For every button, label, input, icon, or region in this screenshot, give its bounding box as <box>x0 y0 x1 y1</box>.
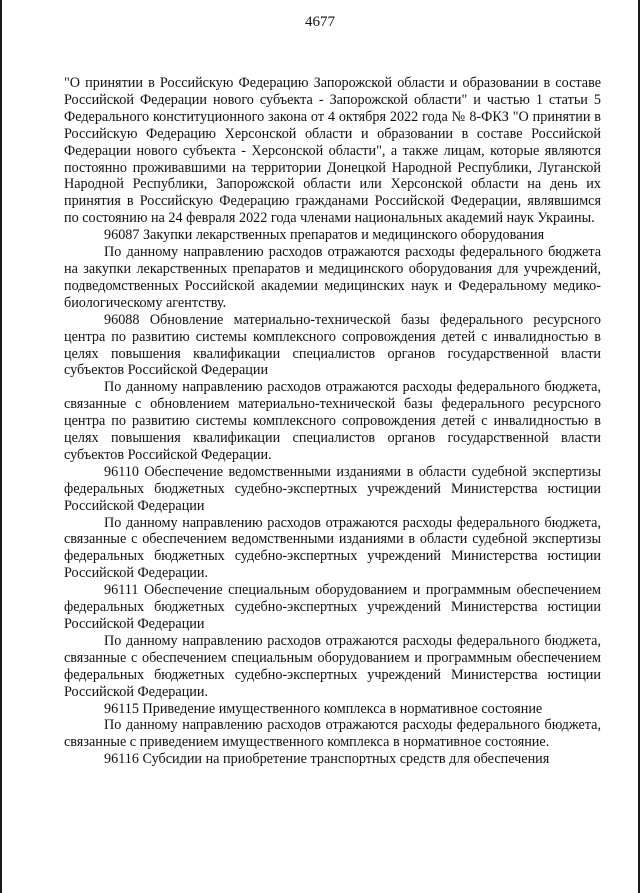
paragraph-96087-description: По данному направлению расходов отражаются расходы федерального бюджета на закупки лекарственных препаратов и медицинского оборудования для учреждений, подведомственных Российской академии медицинских наук и Федеральному медико-биологическому агентству. <box>64 244 601 311</box>
paragraph-96088-description: По данному направлению расходов отражаются расходы федерального бюджета, связанные с обновлением материально-технической базы федерального ресурсного центра по развитию системы комплексного сопровождения детей с инвалидностью в целях повышения квалификации специалистов органов государственной власти субъектов Российской Федерации. <box>64 379 601 463</box>
paragraph-96110-description: По данному направлению расходов отражаются расходы федерального бюджета, связанные с обеспечением ведомственными изданиями в области судебной экспертизы федеральных бюджетных судебно-экспертных учреждений Министерства юстиции Российской Федерации. <box>64 514 601 582</box>
section-heading-96115: 96115 Приведение имущественного комплекса в нормативное состояние <box>104 700 543 717</box>
section-heading-96088: 96088 Обновление материально-технической базы федерального ресурсного центра по развитию системы комплексного сопровождения детей с инвалидностью в целях повышения квалификации специалистов органов государственной власти субъектов Российской Федерации <box>64 311 601 379</box>
scan-border-left <box>0 0 2 893</box>
paragraph-continuation: "О принятии в Российскую Федерацию Запорожской области и образовании в составе Российской Федерации нового субъекта - Запорожской области" и частью 1 статьи 5 Федерального конституционного закона от 4 октября 2022 года № 8-ФКЗ "О принятии в Российскую Федерацию Херсонской области и образовании в составе Российской Федерации нового субъекта - Херсонской области", а также лицам, которые являются постоянно проживавшими на территории Донецкой Народной Республики, Луганской Народной Республики, Запорожской области или Херсонской области на день их принятия в Российскую Федерацию гражданами Российской Федерации, являвшимся по состоянию на 24 февраля 2022 года членами национальных академий наук Украины. <box>64 75 601 227</box>
paragraph-96115-description: По данному направлению расходов отражаются расходы федерального бюджета, связанные с приведением имущественного комплекса в нормативное состояние. <box>64 717 601 751</box>
section-heading-96087: 96087 Закупки лекарственных препаратов и медицинского оборудования <box>104 227 545 244</box>
section-heading-96111: 96111 Обеспечение специальным оборудованием и программным обеспечением федеральных бюджетных судебно-экспертных учреждений Министерства юстиции Российской Федерации <box>64 582 601 632</box>
section-heading-96110: 96110 Обеспечение ведомственными изданиями в области судебной экспертизы федеральных бюджетных судебно-экспертных учреждений Министерства юстиции Российской Федерации <box>64 463 601 514</box>
page-number: 4677 <box>305 14 335 30</box>
paragraph-96111-description: По данному направлению расходов отражаются расходы федерального бюджета, связанные с обеспечением специальным оборудованием и программным обеспечением федеральных бюджетных судебно-экспертных учреждений Министерства юстиции Российской Федерации. <box>64 632 601 700</box>
document-body <box>64 75 601 768</box>
section-heading-96116: 96116 Субсидии на приобретение транспортных средств для обеспечения <box>104 751 550 768</box>
